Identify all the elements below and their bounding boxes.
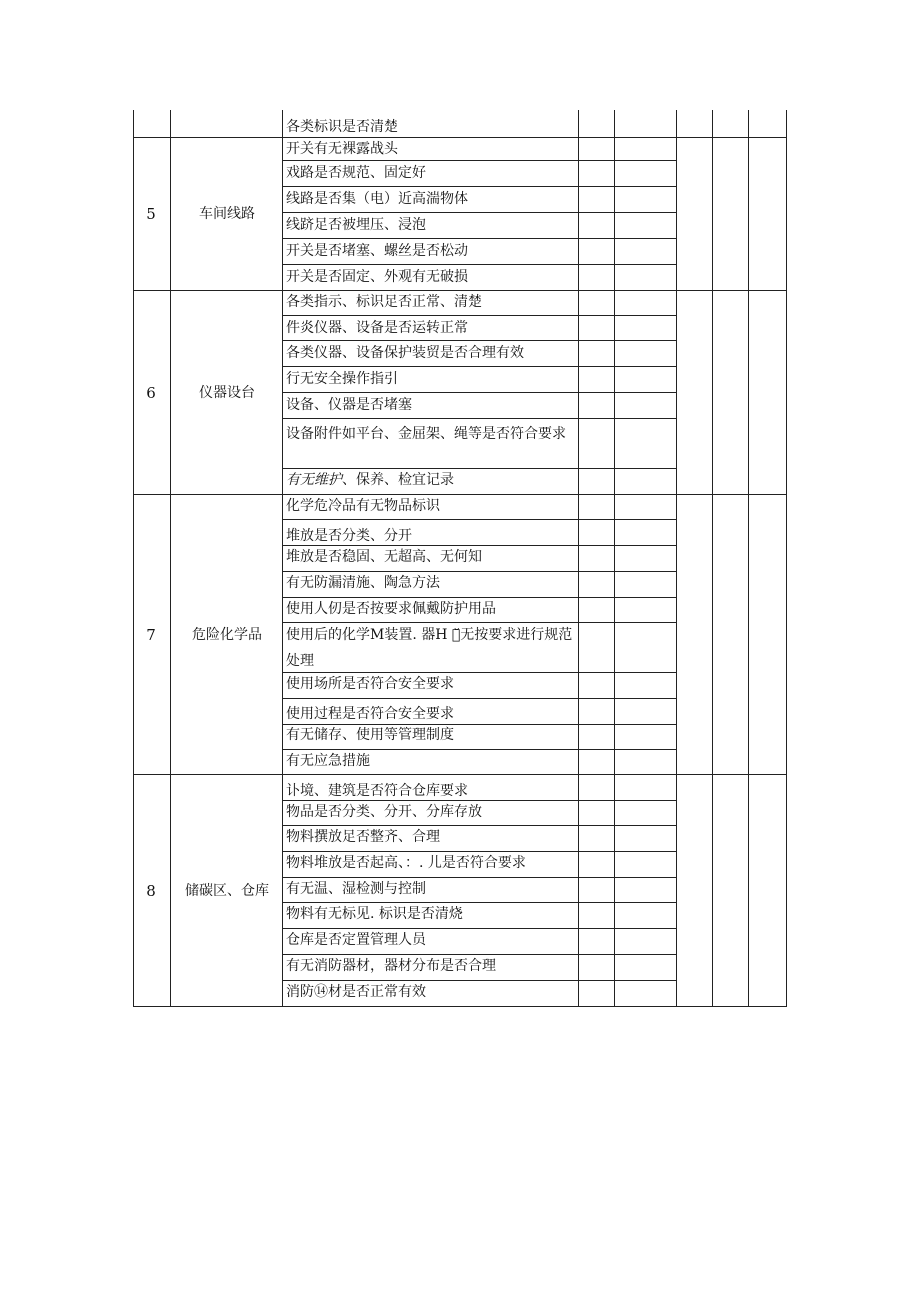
row-line bbox=[282, 160, 676, 161]
check-item: 戏路是否规范、固定好 bbox=[286, 165, 426, 181]
row-line bbox=[282, 366, 676, 367]
row-line bbox=[282, 724, 676, 725]
check-item: 有无应急措施 bbox=[286, 753, 370, 769]
group-area-name: 仪器设台 bbox=[199, 385, 255, 401]
check-item: 开关是否固定、外观有无破损 bbox=[286, 269, 468, 285]
row-line bbox=[282, 238, 676, 239]
check-item: 物品是否分类、分开、分库存放 bbox=[286, 804, 482, 820]
check-item: 线路是否集（电）近高湍物体 bbox=[286, 191, 468, 207]
group-number: 7 bbox=[146, 626, 156, 644]
row-line bbox=[282, 571, 676, 572]
check-item: 有无储存、使用等管理制度 bbox=[286, 727, 454, 743]
check-item: 堆放是否稳固、无超高、无何知 bbox=[286, 549, 482, 565]
check-item: 设备、仪器是否堵塞 bbox=[286, 397, 412, 413]
row-line bbox=[282, 800, 676, 801]
check-item: 有无温、湿检测与控制 bbox=[286, 881, 426, 897]
check-item: 行无安全操作指引 bbox=[286, 371, 398, 387]
check-item: 开关有无裸露战头 bbox=[286, 141, 398, 157]
check-item: 使用场所是否符合安全要求 bbox=[286, 676, 454, 692]
row-line bbox=[282, 212, 676, 213]
row-line bbox=[282, 877, 676, 878]
check-item: 堆放是否分类、分开 bbox=[286, 528, 412, 544]
group-number: 5 bbox=[146, 205, 156, 223]
column-divider-check-2 bbox=[676, 110, 677, 1007]
check-item: 各类标识是否清楚 bbox=[286, 119, 398, 135]
check-item: 各类指示、标识足否正常、清楚 bbox=[286, 294, 482, 310]
check-item: 仓库是否定置管理人员 bbox=[286, 932, 426, 948]
group-separator bbox=[133, 774, 787, 775]
row-line bbox=[282, 980, 676, 981]
row-line bbox=[282, 825, 676, 826]
check-item: 各类仪器、设备保护装贸是否合理有效 bbox=[286, 345, 524, 361]
row-line bbox=[282, 545, 676, 546]
group-area-name: 危险化学品 bbox=[192, 627, 262, 643]
row-line bbox=[282, 851, 676, 852]
check-item: 设备附件如平台、金屈架、绳等是否符合要求 bbox=[286, 426, 566, 442]
check-item: 使用人仞是否按要求佩戴防护用品 bbox=[286, 601, 496, 617]
check-item: 物料堆放是否起高、：. 儿是否符合要求 bbox=[286, 855, 526, 871]
table-border-bottom bbox=[133, 1006, 787, 1007]
column-divider-area bbox=[282, 110, 283, 1007]
check-item-italic-part: 有无维护 bbox=[286, 472, 342, 488]
check-item: 开关是否堵塞、螺丝是否松动 bbox=[286, 243, 468, 259]
row-line bbox=[282, 468, 676, 469]
column-divider-check-4 bbox=[748, 110, 749, 1007]
row-line bbox=[282, 698, 676, 699]
check-item: 物料有无标见. 标识是否清烧 bbox=[286, 906, 463, 922]
group-separator bbox=[133, 290, 787, 291]
row-line bbox=[282, 392, 676, 393]
check-item: 件炎仪器、设备是否运转正常 bbox=[286, 320, 468, 336]
group-number: 6 bbox=[146, 384, 156, 402]
check-item: 有无防漏清施、陶急方法 bbox=[286, 575, 440, 591]
check-item-maintenance bbox=[286, 472, 454, 488]
group-separator bbox=[133, 494, 787, 495]
check-item: 线跻足否被埋压、浸泡 bbox=[286, 217, 426, 233]
check-item-rest: 、保养、检宜记录 bbox=[342, 472, 454, 488]
row-line bbox=[282, 519, 676, 520]
row-line bbox=[282, 749, 676, 750]
row-line bbox=[282, 597, 676, 598]
row-line bbox=[282, 264, 676, 265]
group-area-name: 车间线路 bbox=[199, 206, 255, 222]
table-border-right bbox=[786, 110, 787, 1007]
table-border-left bbox=[133, 110, 134, 1007]
row-line bbox=[282, 418, 676, 419]
row-line bbox=[282, 902, 676, 903]
check-item: 使用过程是否符合安全要求 bbox=[286, 706, 454, 722]
column-divider-item bbox=[578, 110, 579, 1007]
row-line bbox=[282, 186, 676, 187]
check-item: 化学危冷品有无物品标识 bbox=[286, 498, 440, 514]
group-separator bbox=[133, 137, 787, 138]
column-divider-check-3 bbox=[712, 110, 713, 1007]
check-item: 讣境、建筑是否符合仓库要求 bbox=[286, 783, 468, 799]
row-line bbox=[282, 315, 676, 316]
row-line bbox=[282, 928, 676, 929]
column-divider-number bbox=[170, 110, 171, 1007]
column-divider-check-1 bbox=[614, 110, 615, 1007]
check-item: 物料撰放足否整齐、合理 bbox=[286, 829, 440, 845]
row-line bbox=[282, 340, 676, 341]
check-item: 使用后的化学M装置. 器H ｒ̆无按要求进行规范处理 bbox=[286, 627, 573, 669]
group-number: 8 bbox=[146, 882, 156, 900]
row-line bbox=[282, 954, 676, 955]
check-item: 消防⑭材是否正常有效 bbox=[286, 984, 426, 1000]
check-item: 有无消防器材，器材分布是否合理 bbox=[286, 958, 496, 974]
group-area-name: 储碳区、仓库 bbox=[185, 883, 269, 899]
